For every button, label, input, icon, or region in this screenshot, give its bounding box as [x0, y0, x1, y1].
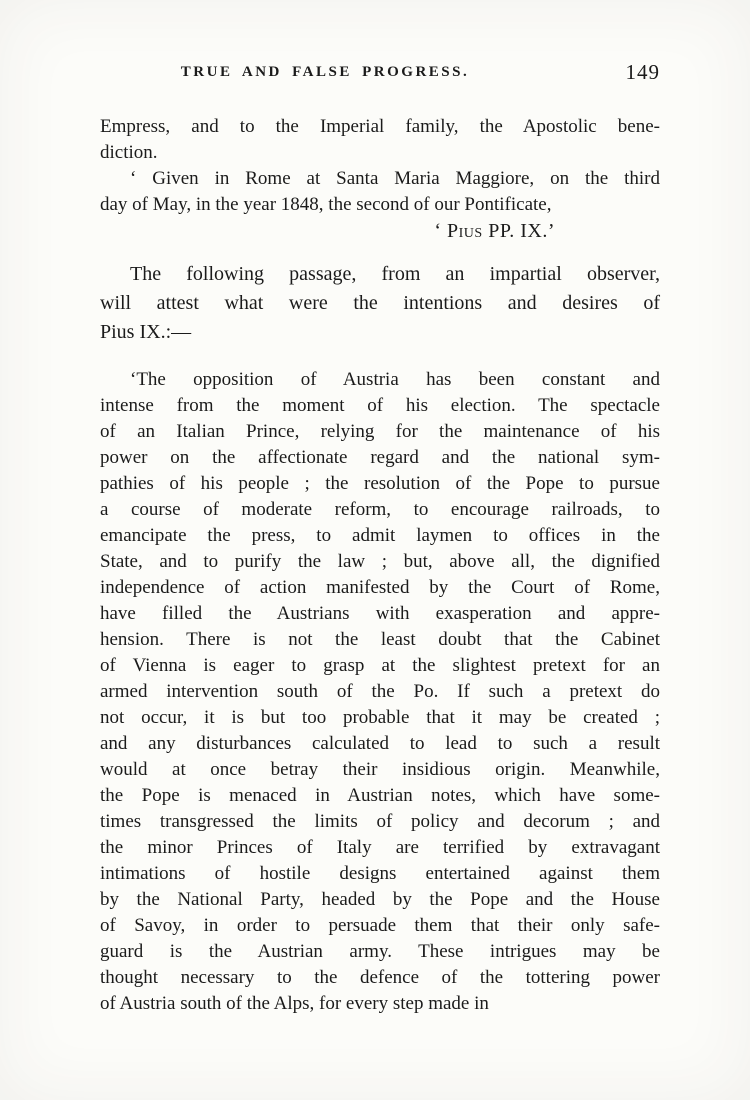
text-line: Empress, and to the Imperial family, the Apostolic bene- — [100, 116, 660, 137]
text-line: of Austria south of the Alps, for every step made in — [100, 993, 489, 1014]
text-line: will attest what were the intentions and desires of — [100, 292, 660, 314]
text-line: times transgressed the limits of policy and decorum ; and — [100, 811, 660, 832]
text-line: pathies of his people ; the resolution of the Pope to pursue — [100, 473, 660, 494]
text-line: diction. — [100, 142, 158, 163]
running-title: TRUE AND FALSE PROGRESS. — [180, 64, 470, 80]
page-header — [100, 0, 660, 94]
text-line: Pius IX.:— — [100, 321, 192, 343]
text-line: independence of action manifested by the Court of Rome, — [100, 577, 660, 598]
text-line: have filled the Austrians with exasperation and appre- — [100, 603, 660, 624]
text-line: State, and to purify the law ; but, above all, the dignified — [100, 551, 660, 572]
paragraph — [100, 218, 660, 244]
text-line: the minor Princes of Italy are terrified by extravagant — [100, 837, 660, 858]
text-line: and any disturbances calculated to lead to such a result — [100, 733, 660, 754]
text-line: of Savoy, in order to persuade them that their only safe- — [100, 915, 660, 936]
page-number: 149 — [625, 60, 660, 84]
text-line: by the National Party, headed by the Pope and the House — [100, 889, 660, 910]
text-line: guard is the Austrian army. These intrigues may be — [100, 941, 660, 962]
text-line: the Pope is menaced in Austrian notes, which have some- — [100, 785, 660, 806]
paragraph — [100, 367, 660, 1017]
paragraph — [100, 166, 660, 218]
text-line: of Vienna is eager to grasp at the slightest pretext for an — [100, 655, 660, 676]
text-line: emancipate the press, to admit laymen to offices in the — [100, 525, 660, 546]
text-line: thought necessary to the defence of the tottering power — [100, 967, 660, 988]
text-line: ‘ Pius PP. IX.’ — [434, 220, 555, 242]
text-line: hension. There is not the least doubt that the Cabinet — [100, 629, 660, 650]
text-line: a course of moderate reform, to encourage railroads, to — [100, 499, 660, 520]
text-line: armed intervention south of the Po. If such a pretext do — [100, 681, 660, 702]
text-line: of an Italian Prince, relying for the maintenance of his — [100, 421, 660, 442]
text-line: would at once betray their insidious origin. Meanwhile, — [100, 759, 660, 780]
text-line: not occur, it is but too probable that it may be created ; — [100, 707, 660, 728]
text-line: The following passage, from an impartial observer, — [130, 263, 660, 285]
text-line: ‘ Given in Rome at Santa Maria Maggiore, on the third — [130, 168, 660, 189]
text-line: intense from the moment of his election. The spectacle — [100, 395, 660, 416]
page-body — [100, 114, 660, 1017]
text-line: intimations of hostile designs entertained against them — [100, 863, 660, 884]
text-line: day of May, in the year 1848, the second of our Pontificate, — [100, 194, 552, 215]
paragraph — [100, 260, 660, 347]
paragraph — [100, 114, 660, 166]
text-line: power on the affectionate regard and the national sym- — [100, 447, 660, 468]
text-line: ‘The opposition of Austria has been constant and — [130, 369, 660, 390]
